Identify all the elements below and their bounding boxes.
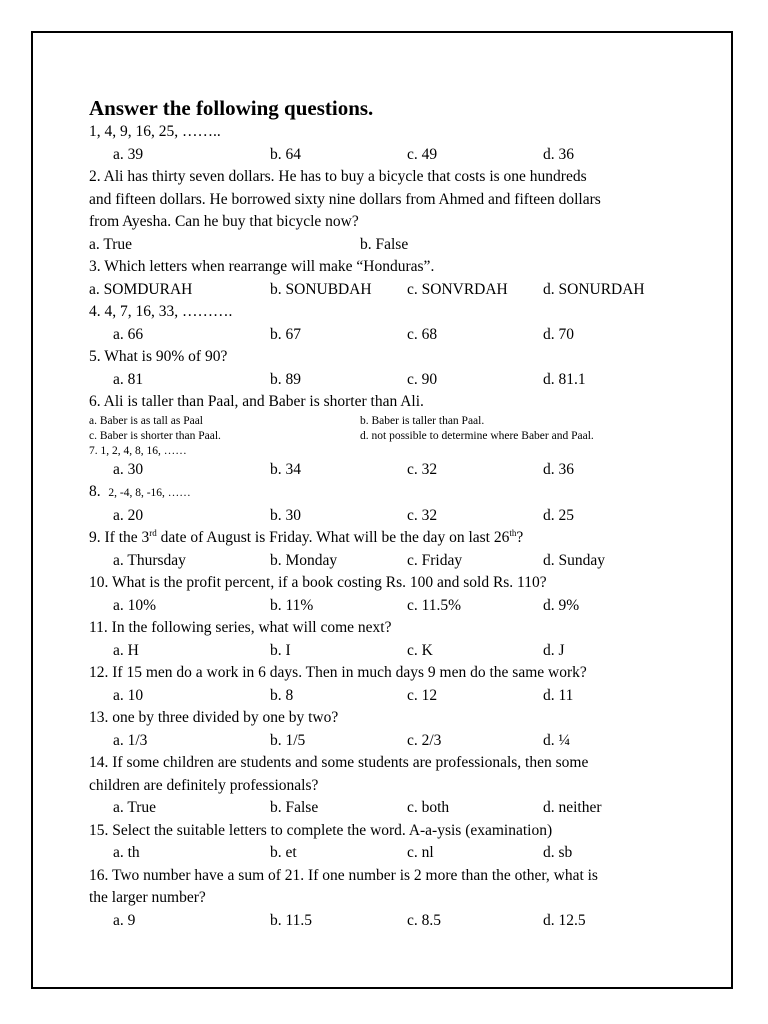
option-a: a. 10% <box>113 596 157 614</box>
options-row <box>89 685 689 708</box>
option-b: b. 8 <box>270 686 294 704</box>
question-series: 2, -4, 8, -16, …… <box>108 487 191 499</box>
options-row <box>89 234 689 257</box>
option-d: d. neither <box>543 799 602 816</box>
options-row <box>89 459 689 482</box>
option-a: a. 81 <box>113 370 144 388</box>
options-row <box>89 144 689 167</box>
option-c: c. 8.5 <box>407 911 442 929</box>
option-a: a. True <box>113 799 157 816</box>
option-a: a. True <box>89 235 133 253</box>
option-b: b. 30 <box>270 506 301 524</box>
superscript: th <box>509 527 517 538</box>
option-c: c. nl <box>407 844 434 861</box>
option-b: b. Baber is taller than Paal. <box>360 414 485 427</box>
question-text: 14. If some children are students and some students are professionals, then some <box>89 754 589 771</box>
option-d: d. 70 <box>543 325 574 343</box>
option-a: a. SOMDURAH <box>89 280 193 298</box>
option-c: c. Friday <box>407 551 463 569</box>
option-b: b. 1/5 <box>270 731 306 749</box>
question-text: 16. Two number have a sum of 21. If one number is 2 more than the other, what is <box>89 866 598 884</box>
option-a: a. 1/3 <box>113 731 148 749</box>
question-text: 13. one by three divided by one by two? <box>89 709 339 726</box>
question-text: and fifteen dollars. He borrowed sixty nine dollars from Ahmed and fifteen dollars <box>89 190 601 208</box>
option-c: c. K <box>407 641 433 659</box>
options-row <box>89 414 689 429</box>
question-text <box>89 481 689 505</box>
option-b: b. et <box>270 844 297 861</box>
option-a: a. Baber is as tall as Paal <box>89 414 204 427</box>
option-d: d. ¼ <box>543 731 571 749</box>
option-c: c. 90 <box>407 370 438 388</box>
option-b: b. 34 <box>270 460 301 478</box>
option-d: d. not possible to determine where Baber and Paal. <box>360 429 594 442</box>
option-c: c. both <box>407 799 450 816</box>
option-b: b. Monday <box>270 551 338 569</box>
question-text: 6. Ali is taller than Paal, and Baber is shorter than Ali. <box>89 393 424 410</box>
options-row <box>89 842 689 865</box>
option-d: d. Sunday <box>543 551 605 569</box>
option-b: b. False <box>360 235 409 253</box>
question-text: 12. If 15 men do a work in 6 days. Then in much days 9 men do the same work? <box>89 664 587 681</box>
option-a: a. 10 <box>113 686 144 704</box>
option-c: c. Baber is shorter than Paal. <box>89 429 221 442</box>
options-row <box>89 429 689 444</box>
question-text-part: date of August is Friday. What will be the day on last 26 <box>156 529 510 546</box>
option-d: d. 36 <box>543 460 574 478</box>
option-c: c. 2/3 <box>407 731 442 749</box>
option-a: a. 30 <box>113 460 144 478</box>
question-sheet <box>89 95 689 932</box>
option-d: d. 11 <box>543 686 574 704</box>
options-row <box>89 550 689 573</box>
question-text: the larger number? <box>89 889 206 906</box>
question-text: 7. 1, 2, 4, 8, 16, …… <box>89 444 187 457</box>
question-text: from Ayesha. Can he buy that bicycle now? <box>89 213 359 230</box>
question-text: 15. Select the suitable letters to complete the word. A-a-ysis (examination) <box>89 821 553 839</box>
option-d: d. 36 <box>543 145 574 163</box>
option-c: c. 32 <box>407 506 438 524</box>
question-text-part: ? <box>516 529 524 546</box>
question-text: 3. Which letters when rearrange will make “Honduras”. <box>89 258 435 275</box>
option-a: a. 39 <box>113 145 144 163</box>
question-number: 8. <box>89 483 101 500</box>
question-text: 5. What is 90% of 90? <box>89 348 228 365</box>
option-c: c. 49 <box>407 145 438 163</box>
question-text: 1, 4, 9, 16, 25, …….. <box>89 123 221 140</box>
option-b: b. 11% <box>270 596 314 614</box>
options-row <box>89 279 689 302</box>
superscript: rd <box>149 527 157 538</box>
option-b: b. 11.5 <box>270 911 313 929</box>
options-row <box>89 595 689 618</box>
options-row <box>89 324 689 347</box>
question-text: 11. In the following series, what will come next? <box>89 619 392 636</box>
option-a: a. 9 <box>113 911 136 929</box>
option-c: c. 11.5% <box>407 596 462 614</box>
options-row <box>89 910 689 933</box>
option-b: b. 67 <box>270 325 301 343</box>
option-a: a. th <box>113 844 140 861</box>
option-c: c. 12 <box>407 686 438 704</box>
options-row <box>89 730 689 753</box>
option-d: d. J <box>543 641 565 659</box>
question-text: 2. Ali has thirty seven dollars. He has to buy a bicycle that costs is one hundreds <box>89 168 587 185</box>
option-a: a. 66 <box>113 325 144 343</box>
page-title: Answer the following questions. <box>89 96 374 120</box>
option-d: d. 81.1 <box>543 370 586 388</box>
option-d: d. 12.5 <box>543 911 586 929</box>
options-row <box>89 640 689 663</box>
option-c: c. 68 <box>407 325 438 343</box>
question-text-part: 9. If the 3 <box>89 529 150 546</box>
option-b: b. SONUBDAH <box>270 280 372 298</box>
options-row <box>89 369 689 392</box>
option-c: c. 32 <box>407 460 438 478</box>
options-row <box>89 505 689 528</box>
option-b: b. False <box>270 799 319 816</box>
option-b: b. 89 <box>270 370 301 388</box>
question-text: 4. 4, 7, 16, 33, ………. <box>89 303 233 320</box>
option-a: a. 20 <box>113 506 144 524</box>
question-text: 10. What is the profit percent, if a book costing Rs. 100 and sold Rs. 110? <box>89 574 547 591</box>
option-d: d. 9% <box>543 596 580 614</box>
option-b: b. I <box>270 641 291 659</box>
option-c: c. SONVRDAH <box>407 280 508 298</box>
option-a: a. H <box>113 641 139 659</box>
option-d: d. sb <box>543 844 573 861</box>
option-b: b. 64 <box>270 145 301 163</box>
option-d: d. 25 <box>543 506 574 524</box>
option-d: d. SONURDAH <box>543 280 645 298</box>
question-text: children are definitely professionals? <box>89 776 319 794</box>
option-a: a. Thursday <box>113 551 186 569</box>
options-row <box>89 797 689 820</box>
question-text <box>89 527 689 550</box>
